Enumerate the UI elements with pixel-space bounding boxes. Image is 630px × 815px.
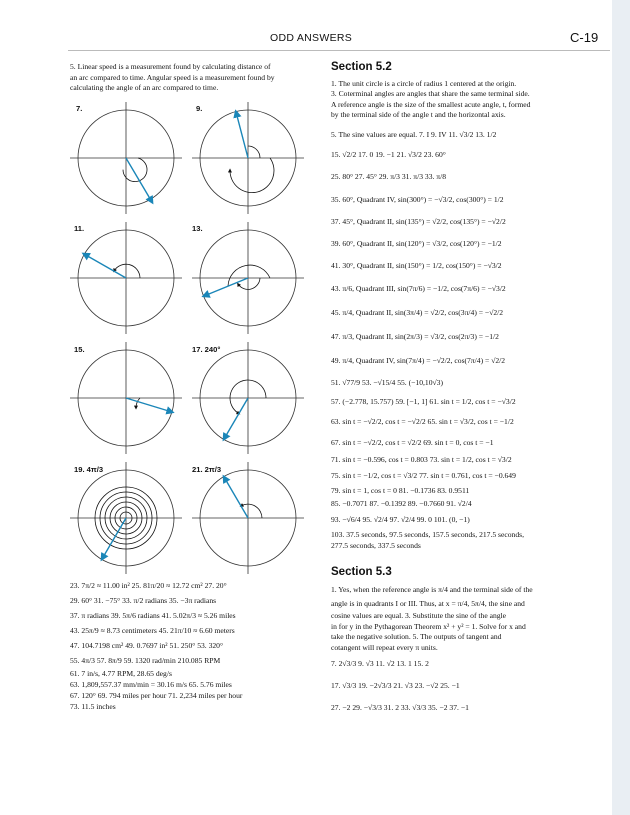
answer-line: 63. sin t = −√2/2, cos t = −√2/2 65. sin t = √3/2, cos t = −1/2 [331, 416, 514, 426]
answer-line: 73. 11.5 inches [70, 702, 116, 711]
answer-line: 67. 120° 69. 794 miles per hour 71. 2,234 miles per hour [70, 691, 243, 700]
text-line: angle is in quadrants I or III. Thus, at x = π/4, 5π/4, the sine and [331, 599, 525, 608]
text-line: 3. Coterminal angles are angles that share the same terminal side. [331, 89, 530, 98]
answer-line: 277.5 seconds, 337.5 seconds [331, 540, 421, 550]
text-line: in for y in the Pythagorean Theorem x² + y² = 1. Solve for x and [331, 621, 526, 631]
text-line: cotangent will repeat every π units. [331, 642, 438, 652]
section-title: Section 5.2 [331, 61, 392, 73]
figure-label: 19. 4π/3 [74, 465, 104, 474]
answer-line: 57. (−2.778, 15.757) 59. [−1, 1] 61. sin t = 1/2, cos t = −√3/2 [331, 396, 516, 406]
right-column [331, 62, 613, 719]
figure-7 [70, 102, 182, 214]
page-edge-bar [612, 0, 630, 815]
answer-line: 51. √77/9 53. −√15/4 55. (−10,10√3) [331, 377, 443, 387]
figure-label: 7. [76, 104, 83, 113]
answer-line: 5. The sine values are equal. 7. I 9. IV 11. √3/2 13. 1/2 [331, 129, 497, 139]
answer-line: 45. π/4, Quadrant II, sin(3π/4) = √2/2, cos(3π/4) = −√2/2 [331, 307, 504, 317]
answer-line: 55. 4π/3 57. 8π/9 59. 1320 rad/min 210.085 RPM [70, 656, 221, 665]
answer-line: 37. 45°, Quadrant II, sin(135°) = √2/2, cos(135°) = −√2/2 [331, 216, 506, 226]
answer-line: 37. π radians 39. 5π/6 radians 41. 5.02π/3 ≈ 5.26 miles [70, 611, 236, 620]
figure-label: 15. [74, 345, 85, 354]
spacer [331, 551, 613, 559]
text-line: 1. Yes, when the reference angle is π/4 and the terminal side of the [331, 585, 533, 594]
answer-line: 17. √3/3 19. −2√3/3 21. √3 23. −√2 25. −1 [331, 681, 460, 690]
answer-line: 47. π/3, Quadrant II, sin(2π/3) = √3/2, cos(2π/3) = −1/2 [331, 331, 499, 341]
figure-label: 17. 240° [192, 345, 221, 354]
angle-figures [70, 100, 320, 580]
figure-15 [70, 342, 182, 454]
figure-13 [192, 222, 304, 334]
text-line: A reference angle is the size of the smallest acute angle, t, formed [331, 99, 531, 109]
section-title: Section 5.3 [331, 565, 392, 578]
answer-line: 7. 2√3/3 9. √3 11. √2 13. 1 15. 2 [331, 659, 429, 668]
answer-line: 27. −2 29. −√3/3 31. 2 33. √3/3 35. −2 37. −1 [331, 703, 469, 712]
text-line: take the negative solution. 5. The outputs of tangent and [331, 632, 502, 641]
answer-line: 43. π/6, Quadrant III, sin(7π/6) = −1/2, cos(7π/6) = −√3/2 [331, 283, 506, 293]
header-rule [68, 50, 610, 51]
figure-label: 11. [74, 224, 85, 233]
answer-line: 47. 104.7198 cm² 49. 0.7697 in² 51. 250° 53. 320° [70, 641, 224, 650]
figure-21 [192, 462, 304, 574]
answer-line: 75. sin t = −1/2, cos t = √3/2 77. sin t = 0.761, cos t = −0.649 [331, 470, 516, 480]
answer-line: 23. 7π/2 ≈ 11.00 in² 25. 81π/20 ≈ 12.72 cm² 27. 20° [70, 581, 227, 590]
figure-label: 21. 2π/3 [192, 465, 222, 474]
left-column [70, 62, 320, 94]
text-line: calculating the angle of an arc compared to time. [70, 83, 219, 93]
text-line: 1. The unit circle is a circle of radius 1 centered at the origin. [331, 78, 517, 88]
answer-line: 15. √2/2 17. 0 19. −1 21. √3/2 23. 60° [331, 149, 446, 159]
figure-19 [70, 462, 182, 574]
answer-line: 25. 80° 27. 45° 29. π/3 31. π/3 33. π/8 [331, 171, 447, 181]
text-line: 5. Linear speed is a measurement found by calculating distance of [70, 62, 271, 71]
answer-line: 29. 60° 31. −75° 33. π/2 radians 35. −3π radians [70, 596, 217, 605]
answer-line: 103. 37.5 seconds, 97.5 seconds, 157.5 seconds, 217.5 seconds, [331, 529, 524, 539]
answer-line: 39. 60°, Quadrant II, sin(120°) = √3/2, cos(120°) = −1/2 [331, 238, 502, 248]
answer-line: 63. 1,809,557.37 mm/min = 30.16 m/s 65. 5.76 miles [70, 680, 232, 689]
answer-line: 71. sin t = −0.596, cos t = 0.803 73. sin t = 1/2, cos t = √3/2 [331, 454, 512, 464]
figure-11 [70, 222, 182, 334]
text-line: an arc compared to time. Angular speed is a measurement found by [70, 72, 275, 82]
answer-line: 49. π/4, Quadrant IV, sin(7π/4) = −√2/2, cos(7π/4) = √2/2 [331, 355, 506, 365]
answer-line: 35. 60°, Quadrant IV, sin(300°) = −√3/2, cos(300°) = 1/2 [331, 194, 504, 204]
text-line: by the terminal side of the angle t and the horizontal axis. [331, 110, 506, 119]
page-number: C-19 [570, 30, 599, 45]
figure-label: 13. [192, 224, 203, 233]
text-line: cosine values are equal. 3. Substitute the sine of the angle [331, 611, 507, 620]
answer-line: 43. 25π/9 ≈ 8.73 centimeters 45. 21π/10 ≈ 6.60 meters [70, 626, 235, 635]
answer-line: 85. −0.7071 87. −0.1392 89. −0.7660 91. √2/4 [331, 498, 472, 508]
answer-line: 79. sin t = 1, cos t = 0 81. −0.1736 83. 0.9511 [331, 485, 470, 495]
answer-line: 67. sin t = −√2/2, cos t = √2/2 69. sin t = 0, cos t = −1 [331, 437, 494, 447]
header-title: ODD ANSWERS [270, 32, 353, 44]
answer-line: 93. −√6/4 95. √2/4 97. √2/4 99. 0 101. (0, −1) [331, 514, 470, 524]
figure-9 [192, 102, 304, 214]
answer-line: 61. 7 in/s, 4.77 RPM, 28.65 deg/s [70, 669, 172, 678]
left-answers [70, 578, 320, 712]
figure-label: 9. [196, 104, 203, 113]
figure-17 [192, 342, 304, 454]
answer-line: 41. 30°, Quadrant II, sin(150°) = 1/2, cos(150°) = −√3/2 [331, 260, 502, 270]
